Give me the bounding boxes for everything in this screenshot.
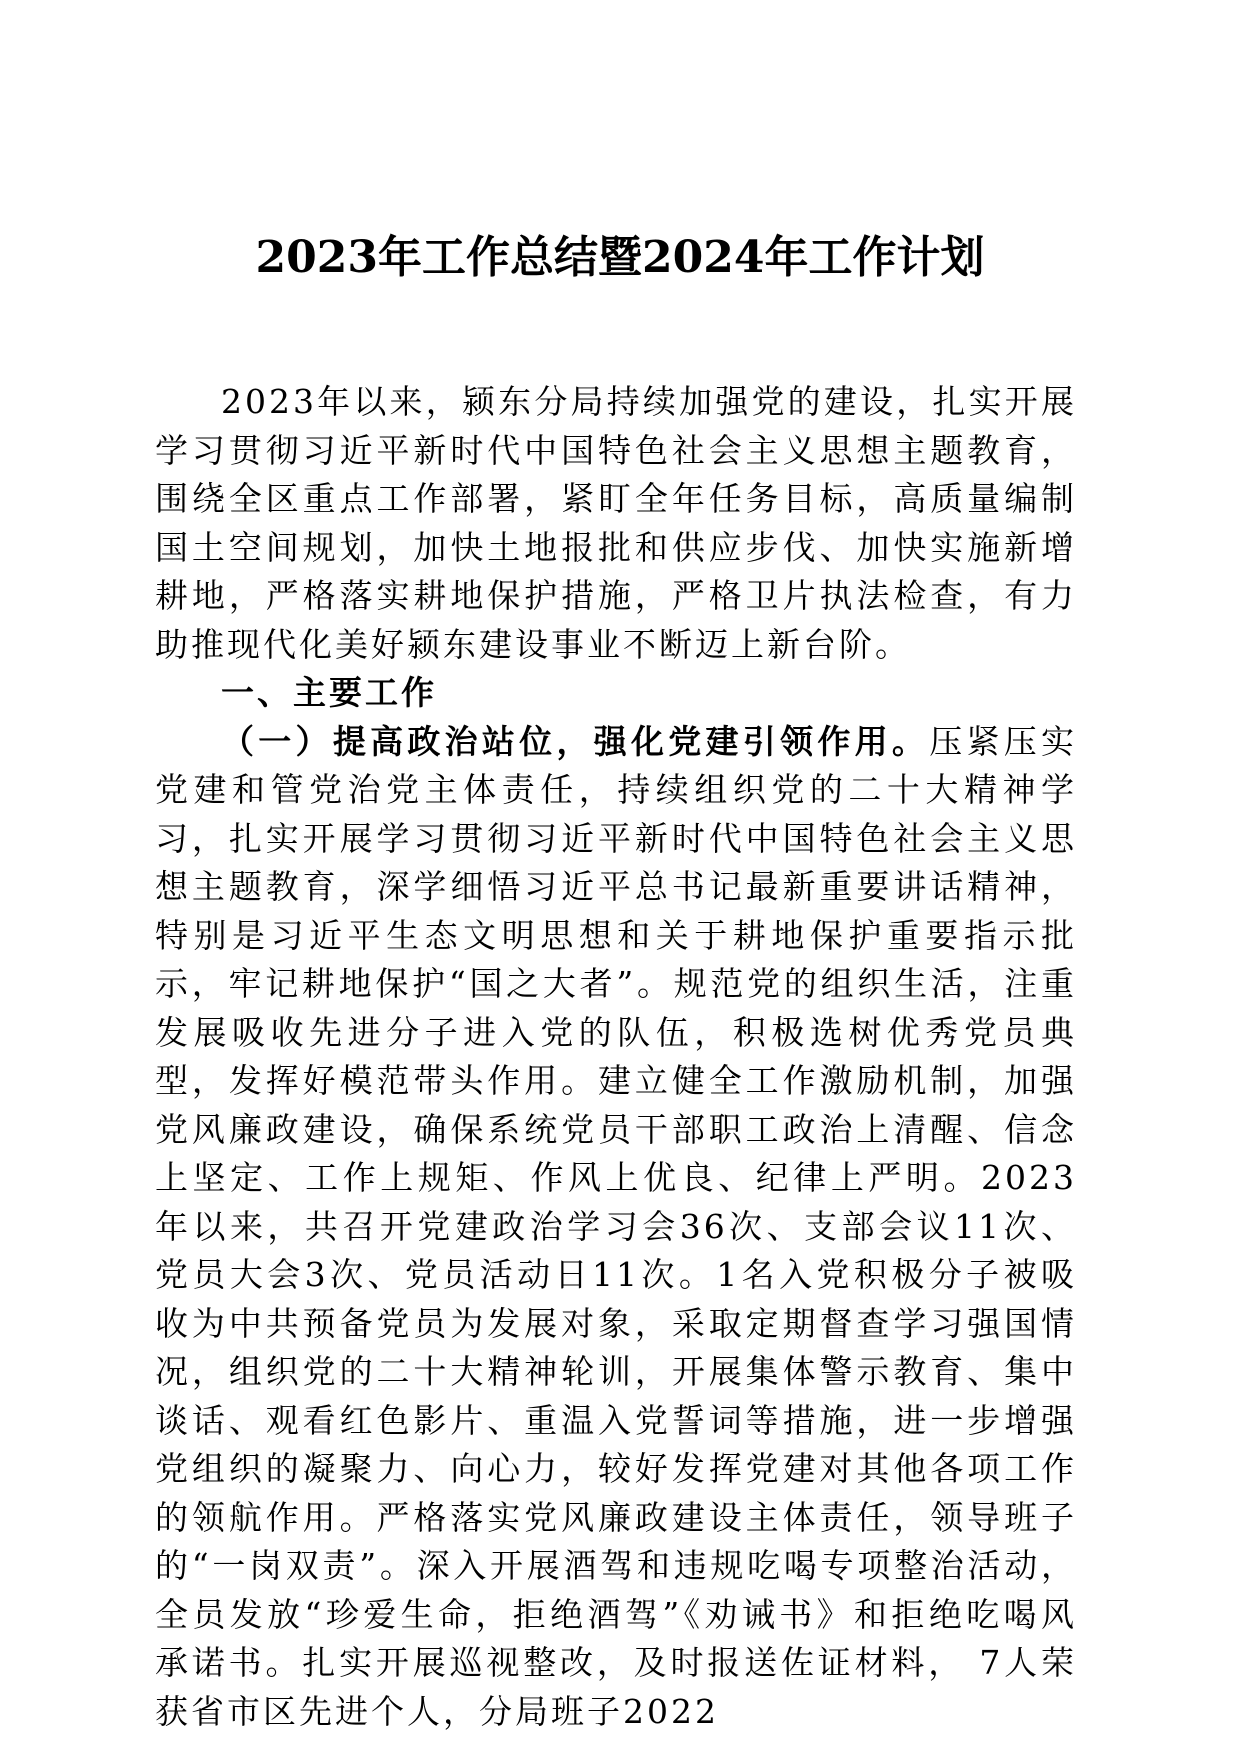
section-heading-main-work: 一、主要工作 — [221, 673, 437, 712]
document-body — [155, 378, 1077, 1736]
intro-paragraph: 2023年以来，颍东分局持续加强党的建设，扎实开展学习贯彻习近平新时代中国特色社会主义思想主题教育，围绕全区重点工作部署，紧盯全年任务目标，高质量编制国土空间规划，加快土地报批和供应步伐、加快实施新增耕地，严格落实耕地保护措施，严格卫片执法检查，有力助推现代化美好颍东建设事业不断迈上新台阶。 — [155, 382, 1077, 664]
document-title: 2023年工作总结暨2024年工作计划 — [255, 232, 985, 283]
subsection-1-heading: （一）提高政治站位，强化党建引领作用。 — [221, 721, 930, 761]
subsection-1-body: 压紧压实党建和管党治党主体责任，持续组织党的二十大精神学习，扎实开展学习贯彻习近平新时代中国特色社会主义思想主题教育，深学细悟习近平总书记最新重要讲话精神，特别是习近平生态文明思想和关于耕地保护重要指示批示，牢记耕地保护“国之大者”。规范党的组织生活，注重发展吸收先进分子进入党的队伍，积极选树优秀党员典型，发挥好模范带头作用。建立健全工作激励机制，加强党风廉政建设，确保系统党员干部职工政治上清醒、信念上坚定、工作上规矩、作风上优良、纪律上严明。2023年以来，共召开党建政治学习会36次、支部会议11次、党员大会3次、党员活动日11次。1名入党积极分子被吸收为中共预备党员为发展对象，采取定期督查学习强国情况，组织党的二十大精神轮训，开展集体警示教育、集中谈话、观看红色影片、重温入党誓词等措施，进一步增强党组织的凝聚力、向心力，较好发挥党建对其他各项工作的领航作用。严格落实党风廉政建设主体责任，领导班子的“一岗双责”。深入开展酒驾和违规吃喝专项整治活动，全员发放“珍爱生命，拒绝酒驾”《劝诫书》和拒绝吃喝风承诺书。扎实开展巡视整改，及时报送佐证材料， 7人荣获省市区先进个人，分局班子2022 — [155, 721, 1078, 1731]
subsection-1-paragraph — [155, 718, 1077, 1737]
